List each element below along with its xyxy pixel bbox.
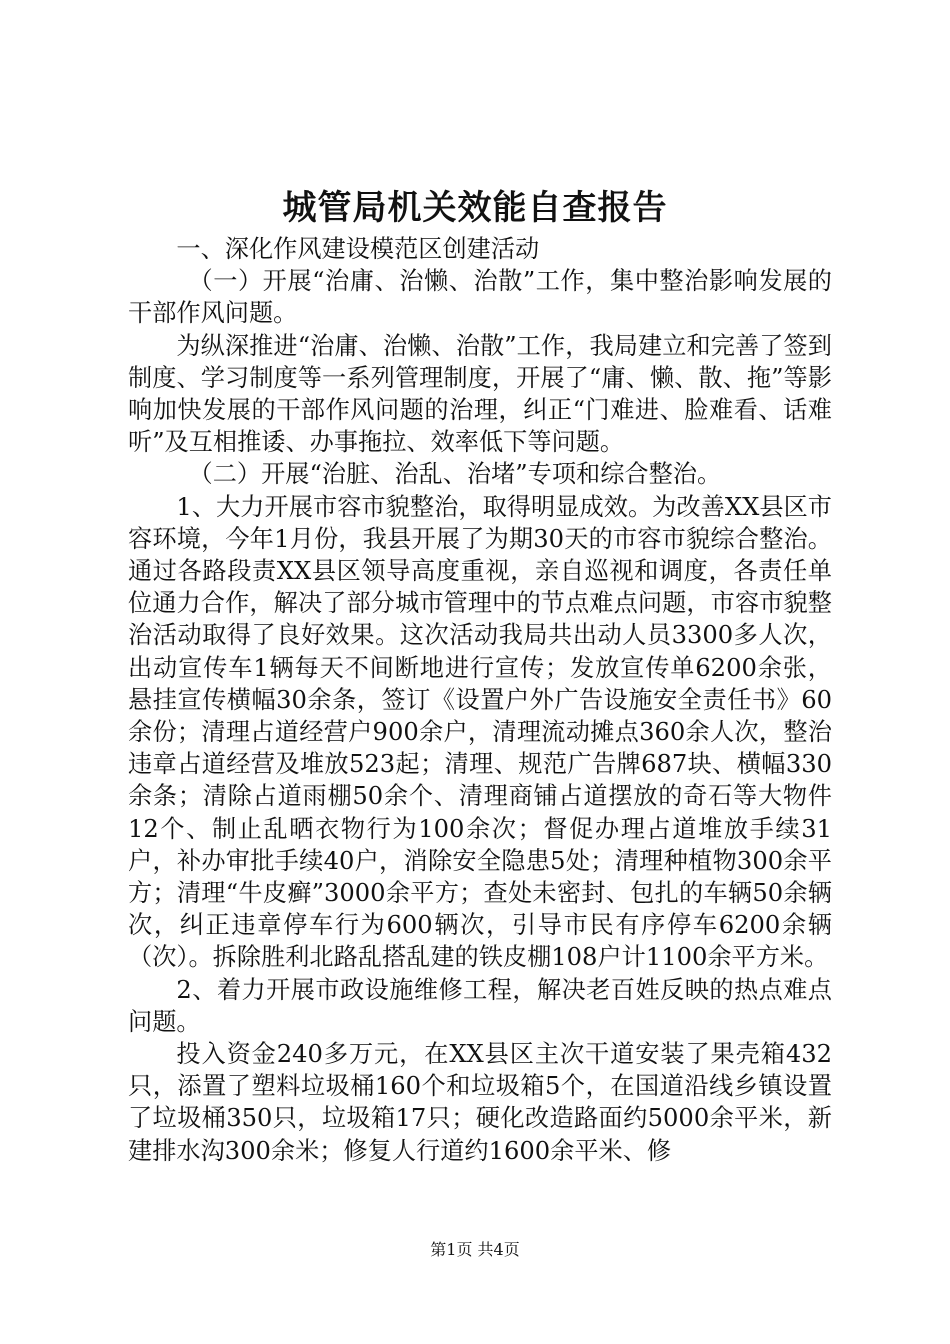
body-paragraph: 1、大力开展市容市貌整治，取得明显成效。为改善XX县区市容环境，今年1月份，我县开展了为期30天的市容市貌综合整治。通过各路段责XX县区领导高度重视，亲自巡视和调度，各责任单位通力合作，解决了部分城市管理中的节点难点问题，市容市貌整治活动取得了良好效果。这次活动我局共出动人员3300多人次，出动宣传车1辆每天不间断地进行宣传；发放宣传单6200余张，悬挂宣传横幅30余条，签订《设置户外广告设施安全责任书》60余份；清理占道经营户900余户，清理流动摊点360余人次，整治违章占道经营及堆放523起；清理、规范广告牌687块、横幅330余条；清除占道雨棚50余个、清理商铺占道摆放的奇石等大物件12个、制止乱晒衣物行为100余次；督促办理占道堆放手续31户，补办审批手续40户，消除安全隐患5处；清理种植物300余平方；清理“牛皮癣”3000余平方；查处未密封、包扎的车辆50余辆次，纠正违章停车行为600辆次，引导市民有序停车6200余辆（次）。拆除胜利北路乱搭乱建的铁皮棚108户计1100余平方米。 [128,492,832,972]
subsection-heading: （二）开展“治脏、治乱、治堵”专项和综合整治。 [188,460,722,489]
subsection-heading: （一）开展“治庸、治懒、治散”工作，集中整治影响发展的干部作风问题。 [128,267,832,328]
body-paragraph: 为纵深推进“治庸、治懒、治散”工作，我局建立和完善了签到制度、学习制度等一系列管理制度，开展了“庸、懒、散、拖”等影响加快发展的干部作风问题的治理，纠正“门难进、脸难看、话难听”及互相推诿、办事拖拉、效率低下等问题。 [128,331,832,457]
page-title: 城管局机关效能自查报告 [282,188,668,228]
page-footer: 第1页 共4页 [430,1240,520,1259]
body-paragraph: 投入资金240多万元，在XX县区主次干道安装了果壳箱432只，添置了塑料垃圾桶160个和垃圾箱5个，在国道沿线乡镇设置了垃圾桶350只，垃圾箱17只；硬化改造路面约5000余平米，新建排水沟300余米；修复人行道约1600余平米、修 [128,1040,832,1165]
section-heading: 一、深化作风建设模范区创建活动 [176,235,540,263]
body-paragraph: 2、着力开展市政设施维修工程，解决老百姓反映的热点难点问题。 [128,975,832,1036]
document-body [128,233,832,1167]
